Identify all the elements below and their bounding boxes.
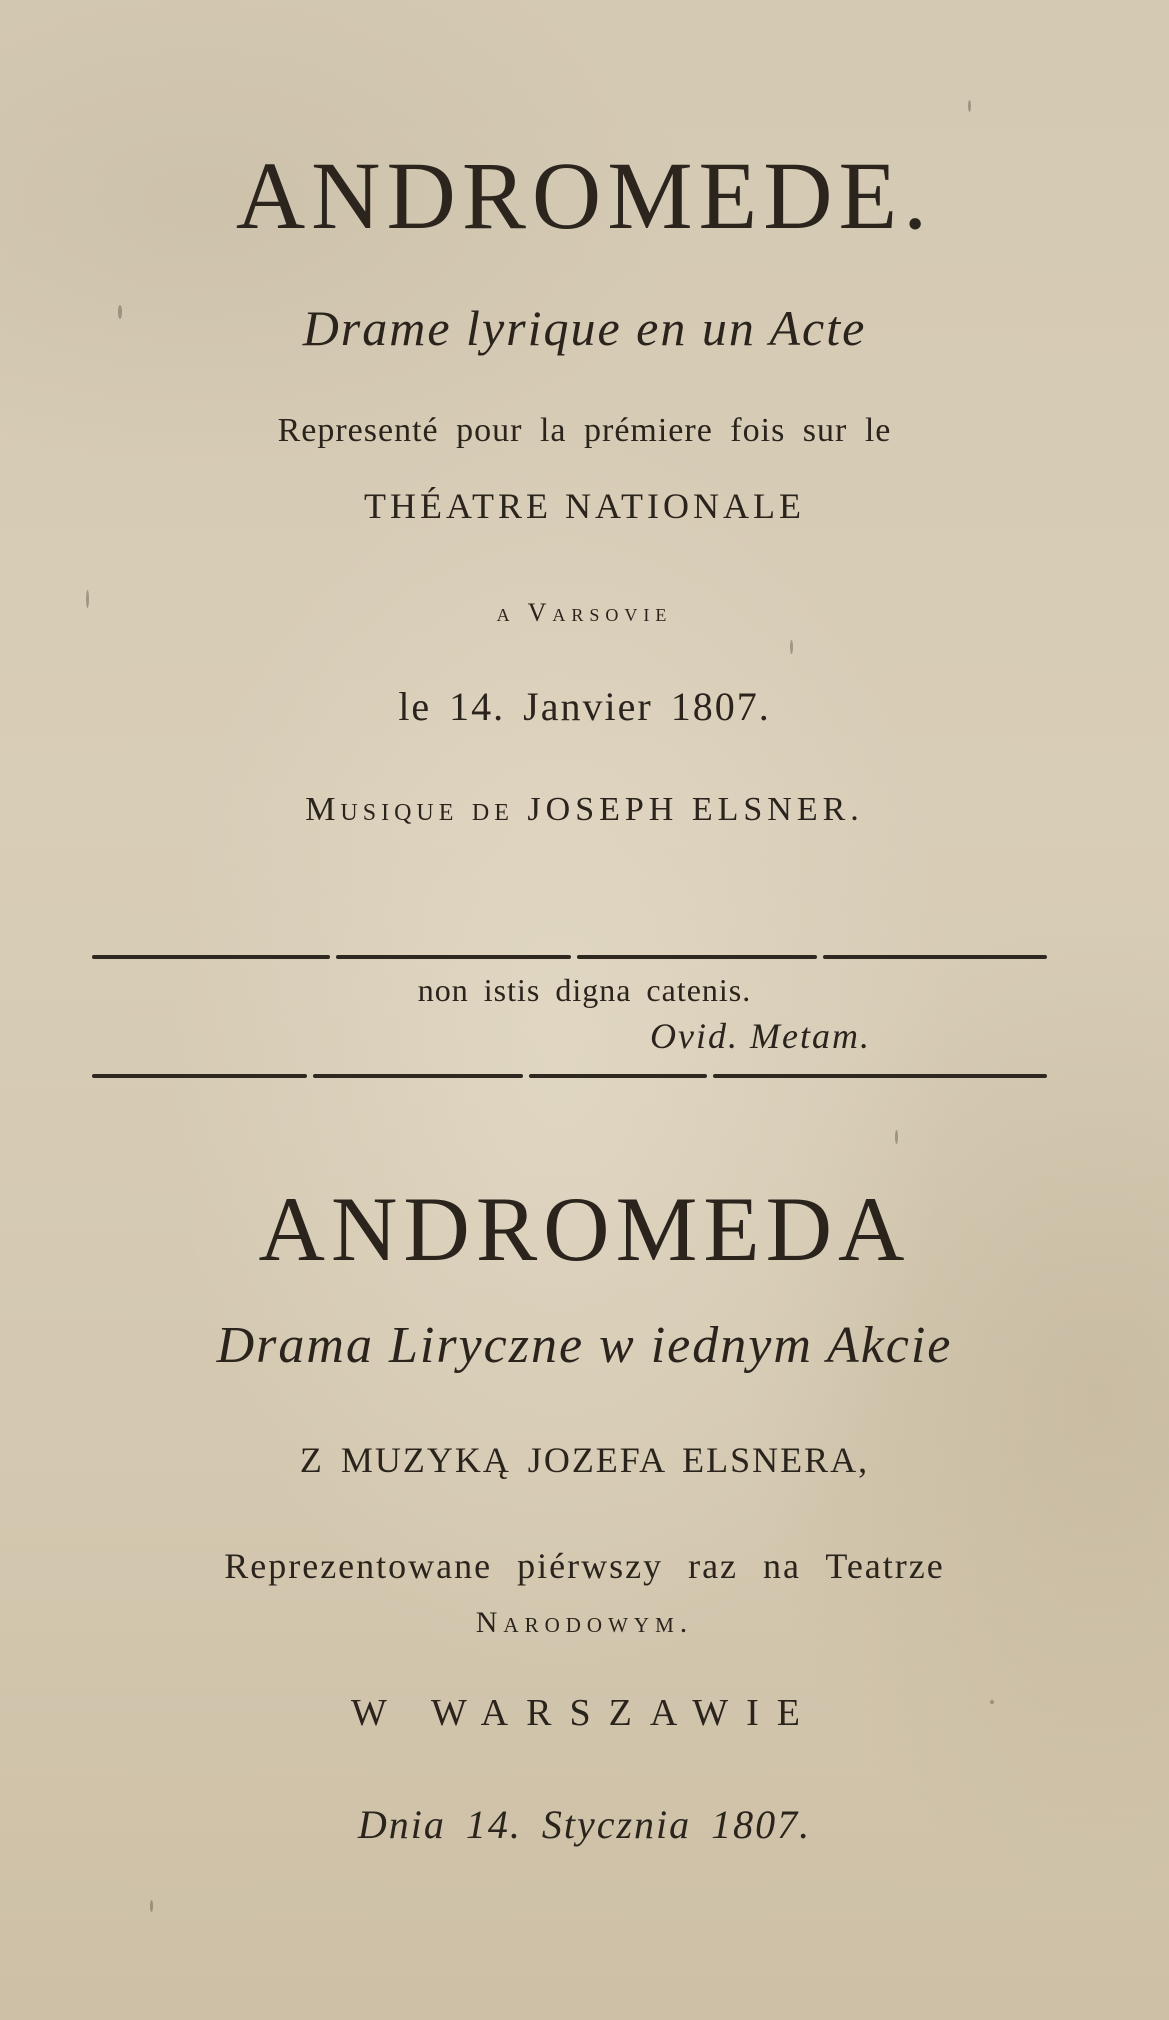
french-city: a Varsovie xyxy=(496,598,673,627)
epigraph-quote: non istis digna catenis. xyxy=(417,972,752,1008)
paper-speck xyxy=(790,640,793,654)
polish-city: W WARSZAWIE xyxy=(351,1692,818,1734)
french-date: le 14. Janvier 1807. xyxy=(398,684,771,729)
polish-date: Dnia 14. Stycznia 1807. xyxy=(357,1802,812,1847)
polish-theatre-name: Narodowym. xyxy=(475,1606,694,1639)
paper-speck xyxy=(895,1130,898,1144)
paper-speck xyxy=(968,100,971,112)
polish-title: ANDROMEDA xyxy=(258,1178,911,1280)
french-subtitle: Drame lyrique en un Acte xyxy=(302,300,867,356)
paper-speck xyxy=(990,1700,994,1704)
bottom-rule xyxy=(92,1074,1047,1079)
top-rule xyxy=(92,955,1047,960)
polish-music-credit: Z MUZYKĄ JOZEFA ELSNERA, xyxy=(299,1440,870,1480)
french-performance-note: Representé pour la prémiere fois sur le xyxy=(277,412,892,449)
composer-name: JOSEPH ELSNER. xyxy=(527,791,864,828)
polish-subtitle: Drama Liryczne w iednym Akcie xyxy=(216,1317,953,1374)
polish-performance-note: Reprezentowane piérwszy raz na Teatrze xyxy=(224,1546,945,1586)
paper-speck xyxy=(86,590,89,608)
french-theatre-name: THÉATRE NATIONALE xyxy=(364,486,805,526)
french-title: ANDROMEDE. xyxy=(235,142,934,249)
french-music-credit xyxy=(0,793,1169,827)
music-prefix: Musique de xyxy=(305,791,514,828)
epigraph-source: Ovid. Metam. xyxy=(650,1016,871,1056)
paper-speck xyxy=(150,1900,153,1912)
paper-speck xyxy=(118,305,122,319)
